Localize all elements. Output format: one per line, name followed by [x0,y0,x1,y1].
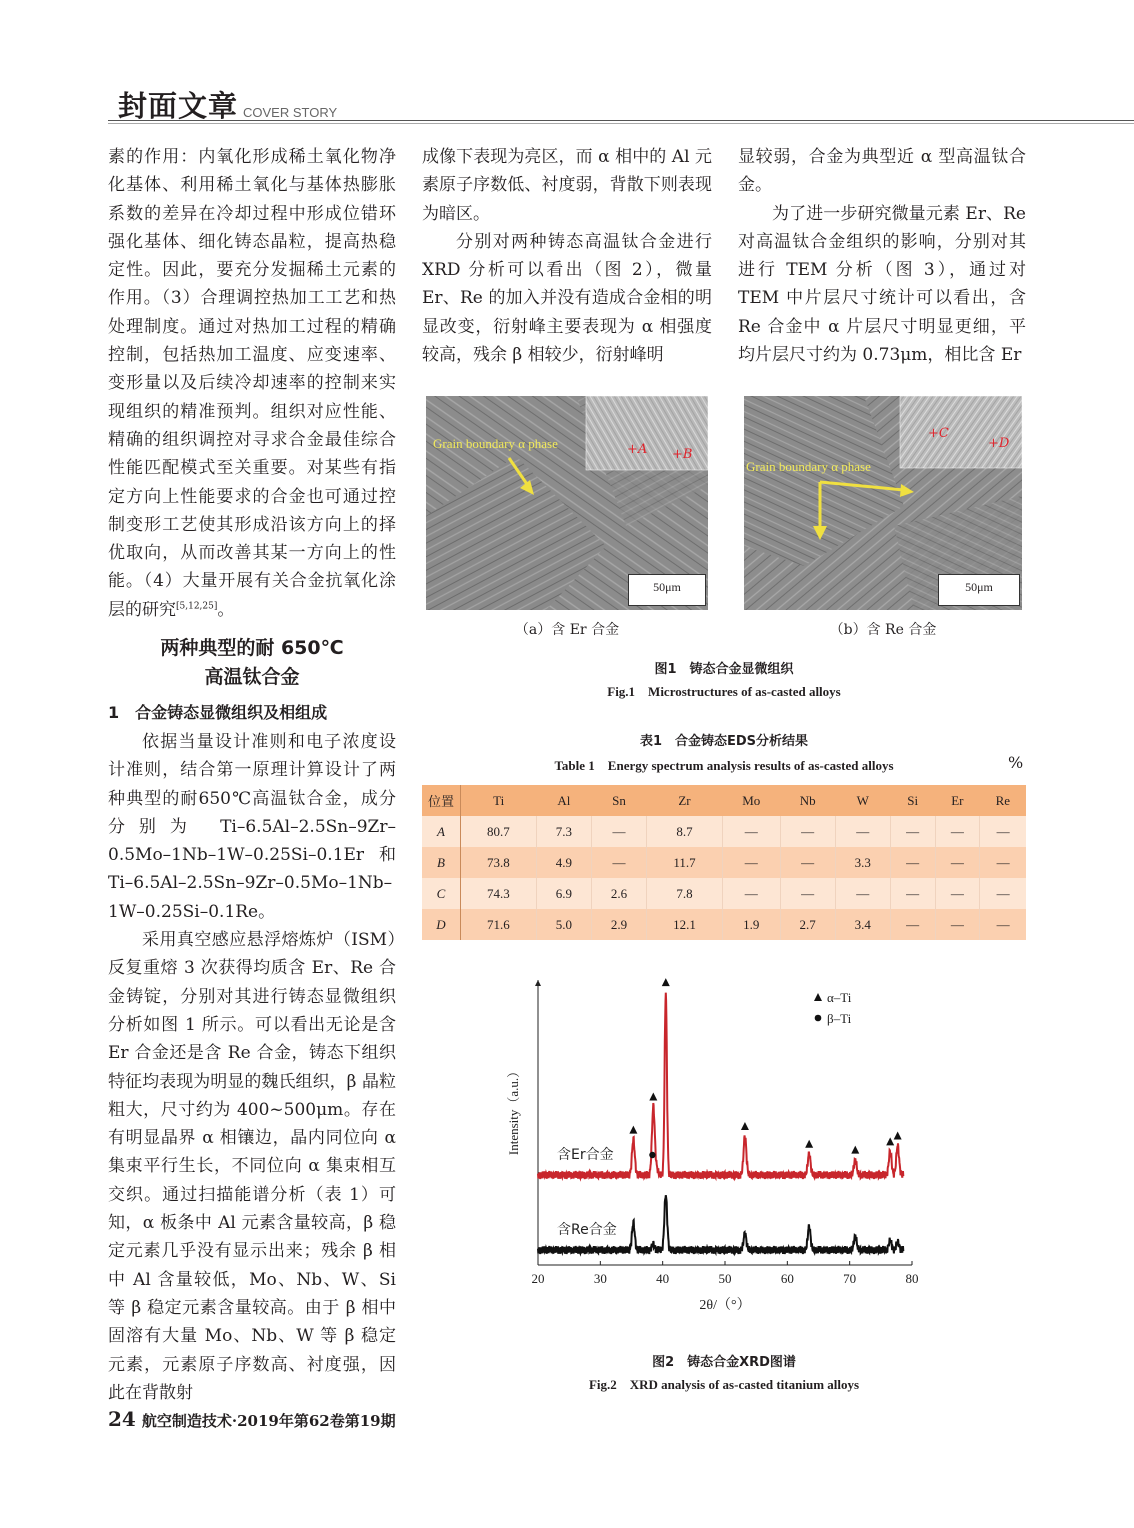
alpha-ti-marker [662,978,670,986]
table-cell: 2.7 [780,909,835,940]
figure-2-caption-en: Fig.2 XRD analysis of as-casted titanium alloys [588,1377,860,1392]
x-axis-label: 2θ/（°） [699,1298,751,1313]
y-axis-label: Intensity（a.u.） [506,1064,521,1156]
micrograph-annotation: Grain boundary α phase [746,459,871,474]
table-cell: 11.7 [647,847,723,878]
table-cell: 7.3 [536,816,591,847]
paragraph: 成像下表现为亮区，而 α 相中的 Al 元素原子序数低、衬度弱，背散下则表现为暗区。 [422,147,712,224]
table-row [422,847,1026,878]
table-cell: 71.6 [461,909,537,940]
alpha-ti-marker [805,1140,813,1148]
column-2-text [422,143,712,369]
table-cell: — [980,816,1026,847]
table-cell: 8.7 [647,816,723,847]
table-header-cell: 位置 [422,785,461,816]
table-cell: 2.6 [591,878,646,909]
beta-ti-marker [649,1152,655,1158]
table-cell: — [890,909,935,940]
section-heading-line-1: 两种典型的耐 650℃ [160,637,344,659]
table-row [422,878,1026,909]
header-rule [108,120,1134,121]
eds-point-a: +A [627,442,648,457]
table-1-caption-en: Table 1 Energy spectrum analysis results of as-casted alloys [554,758,894,773]
x-tick-label: 80 [905,1271,919,1286]
subsection-heading: 1 合金铸态显微组织及相组成 [108,703,328,722]
column-3-text [738,143,1026,369]
table-cell: — [591,816,646,847]
table-cell: — [980,909,1026,940]
paragraph: 素的作用：内氧化形成稀土氧化物净化基体、利用稀土氧化与基体热膨胀系数的差异在冷却过程中形成位错环强化基体、细化铸态晶粒，提高热稳定性。因此，要充分发掘稀土元素的作用。（3）合理调控热加工工艺和热处理制度。通过对热加工过程的精确控制，包括热加工温度、应变速率、变形量以及后续冷却速率的控制来实现组织的精准预判。组织对应性能、精确的组织调控对寻求合金最佳综合性能匹配模式至关重要。对某些有指定方向上性能要求的合金也可通过控制变形工艺使其形成沿该方向上的择优取向，从而改善其某一方向上的性能。（4）大量开展有关合金抗氧化涂层的研究[5,12,25]。 [108,147,396,620]
chart-series [538,993,903,1254]
table-cell: 6.9 [536,878,591,909]
table-row-label: C [422,878,461,909]
page-number: 24 [108,1407,136,1431]
x-tick-label: 30 [593,1271,607,1286]
table-cell: — [890,816,935,847]
paragraph: 依据当量设计准则和电子浓度设计准则，结合第一原理计算设计了两种典型的耐650℃高温钛合金，成分分别为 Ti–6.5Al–2.5Sn–9Zr–0.5Mo–1Nb–1W–0.25Si–0.1Er 和 Ti–6.5Al–2.5Sn–9Zr–0.5Mo–1Nb–1W–0.25Si–0.1Re。 [108,732,396,922]
table-header-cell: Al [557,792,571,808]
eds-point-d: +D [988,436,1010,451]
section-heading [108,634,396,692]
table-cell: — [780,847,835,878]
table-cell: 12.1 [647,909,723,940]
scale-bar-label: 50μm [965,580,993,594]
table-cell: — [935,816,980,847]
x-tick-label: 40 [656,1271,670,1286]
table-cell: — [835,816,890,847]
column-1-body [108,728,396,1407]
x-tick-label: 50 [718,1271,732,1286]
table-header-cell: Re [995,792,1011,808]
table-cell: — [722,847,780,878]
table-cell: 73.8 [461,847,537,878]
alpha-ti-marker [851,1146,859,1154]
table-header-cell: Er [951,792,964,808]
table-cell: 80.7 [461,816,537,847]
table-row [422,909,1026,940]
table-cell: — [780,816,835,847]
x-tick-label: 20 [531,1271,545,1286]
table-1-caption-cn: 表1 合金铸态EDS分析结果 [639,734,809,749]
figure-1-caption-en: Fig.1 Microstructures of as-casted alloys [607,684,841,699]
legend-alpha-symbol [814,993,822,1001]
scale-bar-label: 50μm [653,580,681,594]
table-row-label: D [422,909,461,940]
table-cell: — [591,847,646,878]
table-cell: — [935,847,980,878]
eds-point-b: +B [672,447,693,462]
table-header-cell: Sn [612,792,626,808]
header-rule-secondary [108,123,1134,124]
section-header-title: 封面文章 [118,89,239,123]
table-cell: 2.9 [591,909,646,940]
x-tick-label: 60 [780,1271,794,1286]
alpha-ti-marker [629,1126,637,1134]
scale-bar [628,574,706,606]
table-unit: % [1008,753,1024,772]
journal-info: 航空制造技术·2019年第62卷第19期 [141,1412,396,1430]
table-cell: — [722,816,780,847]
table-row [422,816,1026,847]
scale-bar [938,574,1020,606]
page-footer [108,1407,396,1431]
table-body [422,816,1026,940]
table-cell: — [890,847,935,878]
table-header-cell: Si [907,792,919,808]
series-label: 含Er合金 [557,1147,614,1163]
table-cell: — [935,909,980,940]
table-cell: 3.4 [835,909,890,940]
table-cell: — [722,878,780,909]
table-row-label: A [422,816,461,847]
eds-point-c: +C [928,426,949,441]
legend-label: β–Ti [827,1011,852,1026]
table-row-label: B [422,847,461,878]
paragraph: 为了进一步研究微量元素 Er、Re 对高温钛合金组织的影响，分别对其进行 TEM 分析（图 3），通过对 TEM 中片层尺寸统计可以看出，含 Re 合金中 α 片层尺寸明显更细，平均片层尺寸约为 0.73μm，相比含 Er [738,203,1026,366]
table-header-cell: Zr [678,792,691,808]
subfigure-label-b: （b）含 Re 合金 [829,622,937,638]
paragraph: 分别对两种铸态高温钛合金进行 XRD 分析可以看出（图 2），微量 Er、Re 的加入并没有造成合金相的明显改变，衍射峰主要表现为 α 相强度较高，残余 β 相较少，衍射峰明 [422,231,712,366]
alpha-ti-marker [886,1137,894,1145]
table-cell: 74.3 [461,878,537,909]
eds-table [422,785,1026,940]
column-1-text [108,143,396,624]
citation: [5,12,25] [176,601,218,612]
table-cell: 4.9 [536,847,591,878]
paragraph: 采用真空感应悬浮熔炼炉（ISM）反复重熔 3 次获得均质含 Er、Re 合金铸锭，分别对其进行铸态显微组织分析如图 1 所示。可以看出无论是含 Er 合金还是含 Re 合金，铸态下组织特征均表现为明显的魏氏组织，β 晶粒粗大，尺寸约为 400~500μm。存在有明显晶界 α 相镶边，晶内同位向 α 集束平行生长，不同位向 α 集束相互交织。通过扫描能谱分析（表 1）可知，α 板条中 Al 元素含量较高，β 稳定元素几乎没有显示出来；残余 β 相中 Al 含量较低，Mo、Nb、W、Si 等 β 稳定元素含量较高。由于 β 相中固溶有大量 Mo、Nb、W 等 β 稳定元素，元素原子序数高、衬度强，因此在背散射 [108,930,396,1403]
micrograph-annotation: Grain boundary α phase [433,436,558,451]
table-cell: — [780,878,835,909]
table-header-cell: Mo [742,792,761,808]
legend-beta-symbol [815,1015,822,1022]
alpha-ti-marker [894,1132,902,1140]
table-cell: — [935,878,980,909]
alpha-ti-marker [741,1122,749,1130]
series-label: 含Re合金 [557,1222,617,1238]
section-header-subtitle: COVER STORY [243,105,338,120]
figure-1-caption-cn: 图1 铸态合金显微组织 [654,662,794,677]
paragraph: 显较弱，合金为典型近 α 型高温钛合金。 [738,147,1026,196]
table-cell: 7.8 [647,878,723,909]
legend-label: α–Ti [827,990,852,1005]
micrograph-re-alloy [744,396,1022,610]
xrd-chart [500,970,930,1320]
table-cell: — [980,847,1026,878]
table-cell: — [835,878,890,909]
micrograph-er-alloy [426,396,708,610]
table-cell: — [890,878,935,909]
section-heading-line-2: 高温钛合金 [204,666,300,688]
table-cell: — [980,878,1026,909]
subfigure-label-a: （a）含 Er 合金 [514,622,620,638]
table-header-cell: Nb [799,792,816,808]
table-cell: 3.3 [835,847,890,878]
x-tick-label: 70 [843,1271,857,1286]
table-header-cell: Ti [493,792,505,808]
table-header-cell: W [856,792,869,808]
figure-2-caption-cn: 图2 铸态合金XRD图谱 [652,1355,796,1370]
alpha-ti-marker [649,1093,657,1101]
table-cell: 1.9 [722,909,780,940]
chart-markers [629,978,901,1158]
table-header-row [422,785,1026,816]
table-cell: 5.0 [536,909,591,940]
y-axis-arrow [535,980,541,986]
